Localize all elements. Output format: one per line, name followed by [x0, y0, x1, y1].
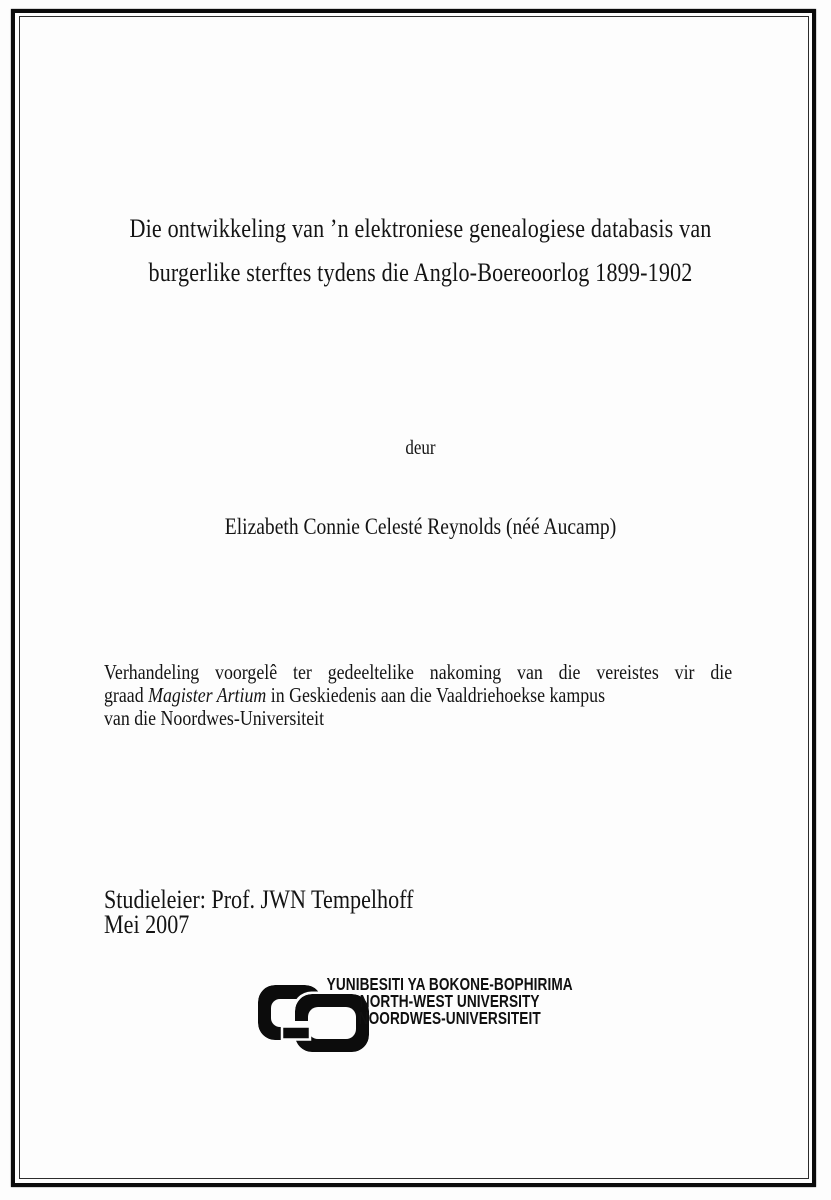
university-logo-text — [321, 976, 578, 1028]
byline-label: deur — [405, 437, 436, 459]
supervisor-block — [104, 887, 413, 937]
date-line: Mei 2007 — [104, 910, 190, 939]
supervisor-line: Studieleier: Prof. JWN Tempelhoff — [104, 885, 414, 914]
degree-statement-line1: Verhandeling voorgelê ter gedeeltelike nakoming van die vereistes vir die — [104, 660, 733, 684]
thesis-title-line1: Die ontwikkeling van ’n elektroniese genealogiese databasis van — [129, 214, 712, 243]
degree-statement-line2-suffix: in Geskiedenis aan die Vaaldriehoekse kampus — [266, 683, 606, 707]
degree-statement-line2 — [104, 684, 732, 707]
author-name: Elizabeth Connie Celesté Reynolds (néé Aucamp) — [224, 514, 617, 539]
degree-statement — [104, 661, 732, 730]
degree-statement-line3: van die Noordwes-Universiteit — [104, 706, 325, 730]
logo-line-setswana: YUNIBESITI YA BOKONE-BOPHIRIMA — [326, 974, 573, 994]
degree-statement-line2-prefix: graad — [104, 683, 149, 707]
thesis-title — [72, 207, 770, 295]
logo-line-english: NORTH-WEST UNIVERSITY — [359, 991, 540, 1012]
degree-name: Magister Artium — [148, 683, 267, 707]
logo-line-afrikaans: NOORDWES-UNIVERSITEIT — [358, 1008, 541, 1029]
thesis-title-line2: burgerlike sterftes tydens die Anglo-Boereoorlog 1899-1902 — [148, 258, 693, 287]
